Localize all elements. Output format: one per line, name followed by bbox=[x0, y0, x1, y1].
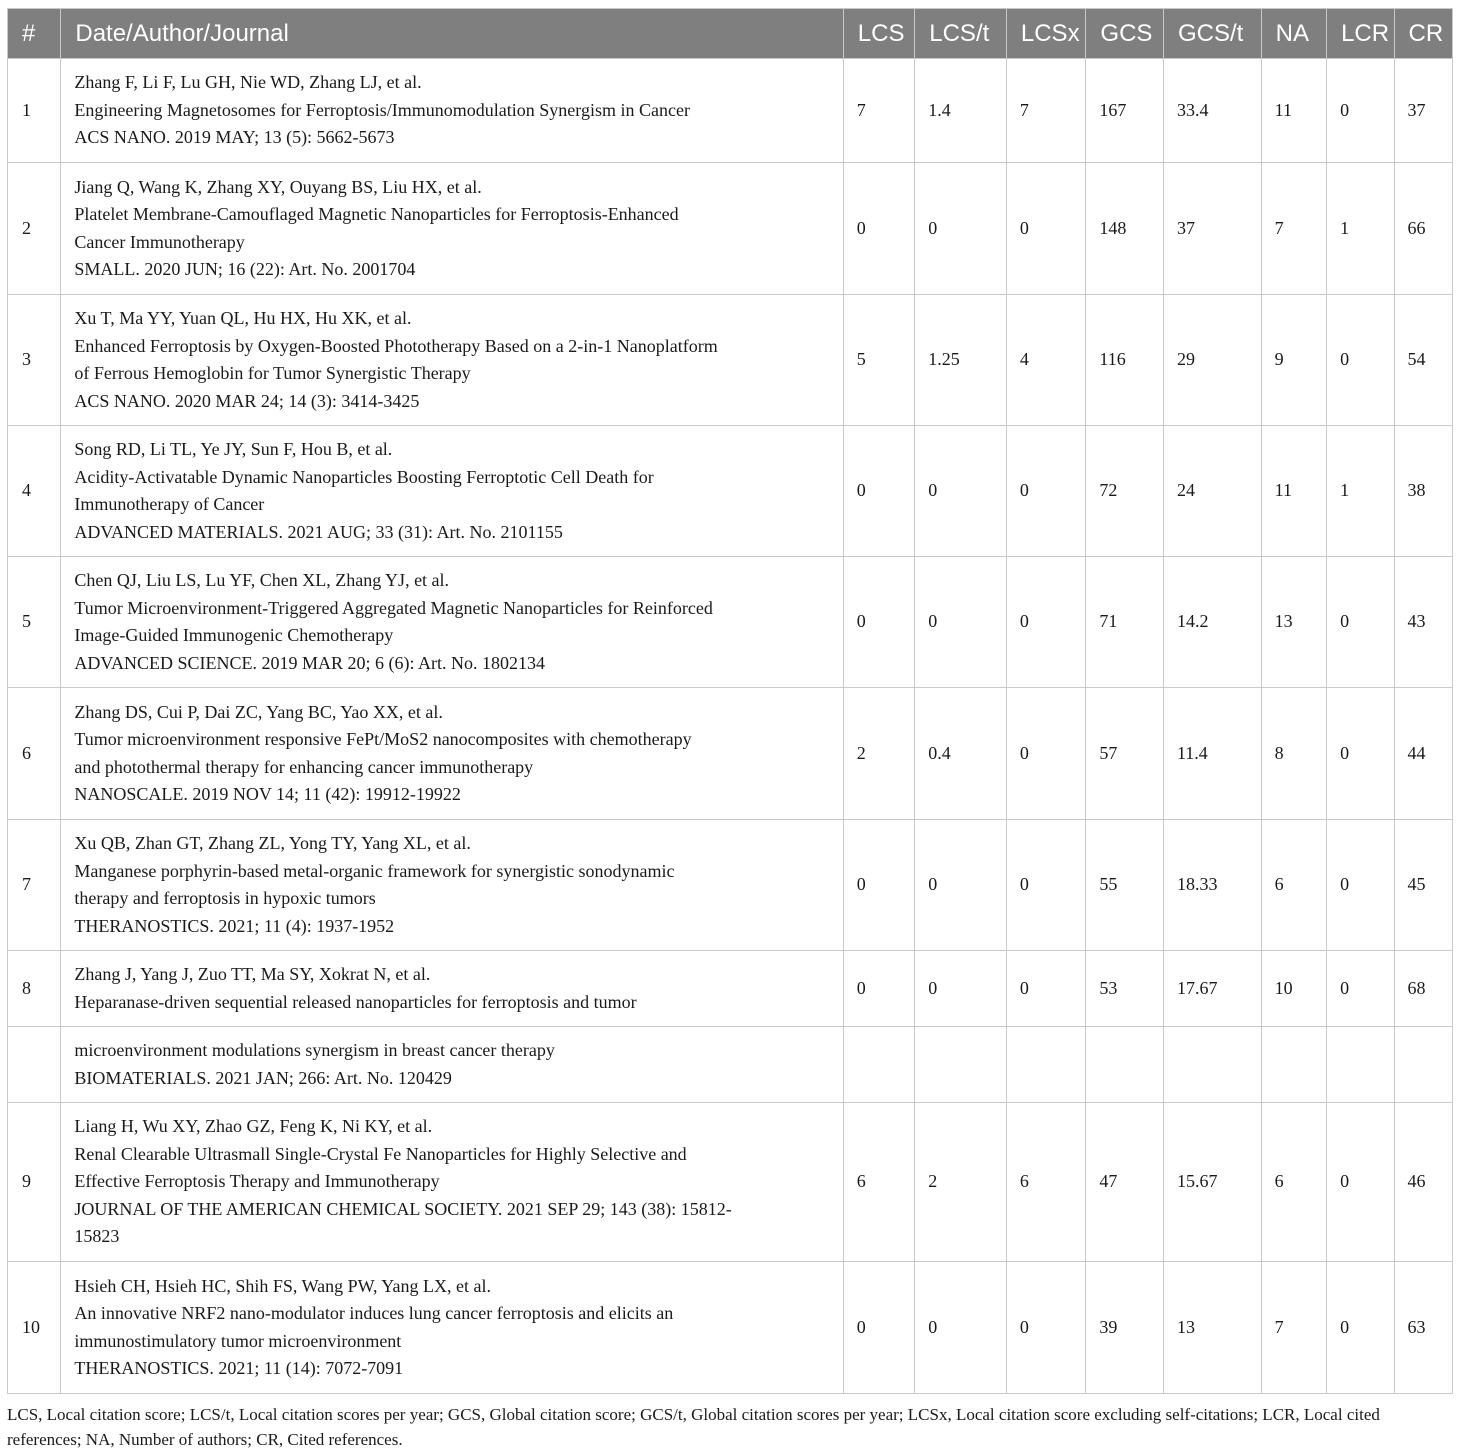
cell-gcs: 39 bbox=[1086, 1262, 1164, 1394]
row-number: 3 bbox=[8, 295, 61, 426]
reference-cell bbox=[61, 820, 843, 951]
cell-cr: 45 bbox=[1394, 820, 1452, 951]
cell-na: 10 bbox=[1261, 951, 1326, 1027]
reference-cell bbox=[61, 426, 843, 557]
table-row bbox=[8, 295, 1453, 426]
row-number: 7 bbox=[8, 820, 61, 951]
reference-line: BIOMATERIALS. 2021 JAN; 266: Art. No. 120429 bbox=[74, 1067, 452, 1088]
row-number: 4 bbox=[8, 426, 61, 557]
cell-lcr: 0 bbox=[1327, 688, 1394, 820]
table-row bbox=[8, 557, 1453, 688]
cell-gcs: 55 bbox=[1086, 820, 1164, 951]
table-row bbox=[8, 426, 1453, 557]
reference-cell bbox=[61, 163, 843, 295]
row-number: 1 bbox=[8, 59, 61, 163]
cell-gcs: 47 bbox=[1086, 1103, 1164, 1262]
reference-line: An innovative NRF2 nano-modulator induces lung cancer ferroptosis and elicits an bbox=[74, 1303, 674, 1323]
cell-cr: 68 bbox=[1394, 951, 1452, 1027]
reference-cell bbox=[61, 1103, 843, 1262]
table-footnote: LCS, Local citation score; LCS/t, Local citation scores per year; GCS, Global citation score; GCS/t, Global citation scores per year; LCSx, Local citation score excluding self-citations; LCR, Local cited references; NA, Number of authors; CR, Cited references. bbox=[7, 1405, 1380, 1449]
reference-cell bbox=[61, 295, 843, 426]
cell-cr: 46 bbox=[1394, 1103, 1452, 1262]
cell-na: 11 bbox=[1261, 59, 1326, 163]
reference-cell bbox=[61, 951, 843, 1027]
cell-lcr: 0 bbox=[1327, 951, 1394, 1027]
cell-lcr bbox=[1327, 1027, 1394, 1103]
reference-line: Jiang Q, Wang K, Zhang XY, Ouyang BS, Liu HX, et al. bbox=[74, 176, 482, 197]
cell-gcs-t: 37 bbox=[1163, 163, 1261, 295]
reference-cell bbox=[61, 1262, 843, 1394]
reference-line: THERANOSTICS. 2021; 11 (14): 7072-7091 bbox=[74, 1358, 404, 1378]
cell-gcs-t: 14.2 bbox=[1163, 557, 1261, 688]
cell-lcsx: 4 bbox=[1006, 295, 1086, 426]
cell-lcs-t: 0 bbox=[915, 557, 1007, 688]
cell-lcr: 0 bbox=[1327, 557, 1394, 688]
cell-cr: 38 bbox=[1394, 426, 1452, 557]
row-number bbox=[8, 1027, 61, 1103]
reference-line: Heparanase-driven sequential released nanoparticles for ferroptosis and tumor bbox=[74, 991, 637, 1012]
row-number: 2 bbox=[8, 163, 61, 295]
row-number: 6 bbox=[8, 688, 61, 820]
reference-line: microenvironment modulations synergism in breast cancer therapy bbox=[74, 1040, 555, 1060]
cell-lcs-t: 0.4 bbox=[915, 688, 1007, 820]
table-row bbox=[8, 688, 1453, 820]
reference-line: Xu T, Ma YY, Yuan QL, Hu HX, Hu XK, et al. bbox=[74, 308, 412, 328]
cell-lcsx bbox=[1006, 1027, 1086, 1103]
cell-lcr: 0 bbox=[1327, 1103, 1394, 1262]
reference-line: Hsieh CH, Hsieh HC, Shih FS, Wang PW, Yang LX, et al. bbox=[74, 1275, 491, 1296]
citation-table-page bbox=[7, 8, 1453, 1452]
cell-na: 11 bbox=[1261, 426, 1326, 557]
reference-line: Immunotherapy of Cancer bbox=[74, 494, 265, 514]
cell-na: 6 bbox=[1261, 1103, 1326, 1262]
col-header-gcs-t: GCS/t bbox=[1163, 9, 1261, 59]
table-row bbox=[8, 59, 1453, 163]
reference-line: THERANOSTICS. 2021; 11 (4): 1937-1952 bbox=[74, 915, 395, 936]
cell-lcs-t: 1.4 bbox=[915, 59, 1007, 163]
reference-line: Cancer Immunotherapy bbox=[74, 231, 245, 252]
cell-gcs-t: 11.4 bbox=[1163, 688, 1261, 820]
reference-line: Zhang F, Li F, Lu GH, Nie WD, Zhang LJ, et al. bbox=[74, 72, 422, 93]
reference-line: Renal Clearable Ultrasmall Single-Crystal Fe Nanoparticles for Highly Selective and bbox=[74, 1143, 687, 1164]
reference-line: therapy and ferroptosis in hypoxic tumors bbox=[74, 888, 376, 908]
citation-table bbox=[7, 8, 1453, 1394]
cell-lcs: 2 bbox=[843, 688, 914, 820]
reference-line: Zhang DS, Cui P, Dai ZC, Yang BC, Yao XX, et al. bbox=[74, 701, 443, 722]
cell-cr bbox=[1394, 1027, 1452, 1103]
col-header-lcs: LCS bbox=[843, 9, 914, 59]
cell-lcs-t: 0 bbox=[915, 426, 1007, 557]
cell-gcs-t: 15.67 bbox=[1163, 1103, 1261, 1262]
col-header-cr: CR bbox=[1394, 9, 1452, 59]
reference-cell bbox=[61, 688, 843, 820]
reference-cell bbox=[61, 1027, 843, 1103]
cell-gcs-t bbox=[1163, 1027, 1261, 1103]
reference-line: Chen QJ, Liu LS, Lu YF, Chen XL, Zhang YJ, et al. bbox=[74, 570, 450, 590]
cell-na: 7 bbox=[1261, 1262, 1326, 1394]
reference-line: Tumor Microenvironment-Triggered Aggregated Magnetic Nanoparticles for Reinforced bbox=[74, 597, 713, 618]
reference-line: of Ferrous Hemoglobin for Tumor Synergistic Therapy bbox=[74, 363, 471, 383]
reference-line: JOURNAL OF THE AMERICAN CHEMICAL SOCIETY. 2021 SEP 29; 143 (38): 15812- bbox=[74, 1198, 732, 1219]
cell-lcs: 7 bbox=[843, 59, 914, 163]
reference-line: 15823 bbox=[74, 1226, 120, 1247]
reference-line: Acidity-Activatable Dynamic Nanoparticles Boosting Ferroptotic Cell Death for bbox=[74, 466, 654, 487]
row-number: 10 bbox=[8, 1262, 61, 1394]
reference-line: Effective Ferroptosis Therapy and Immunotherapy bbox=[74, 1171, 440, 1192]
cell-gcs-t: 24 bbox=[1163, 426, 1261, 557]
cell-lcs-t: 0 bbox=[915, 951, 1007, 1027]
cell-lcs: 0 bbox=[843, 426, 914, 557]
cell-cr: 54 bbox=[1394, 295, 1452, 426]
cell-gcs-t: 13 bbox=[1163, 1262, 1261, 1394]
reference-line: ADVANCED MATERIALS. 2021 AUG; 33 (31): Art. No. 2101155 bbox=[74, 521, 563, 542]
cell-lcs: 0 bbox=[843, 820, 914, 951]
table-row bbox=[8, 820, 1453, 951]
reference-line: Xu QB, Zhan GT, Zhang ZL, Yong TY, Yang XL, et al. bbox=[74, 833, 471, 853]
table-row bbox=[8, 1103, 1453, 1262]
reference-line: immunostimulatory tumor microenvironment bbox=[74, 1330, 402, 1351]
cell-lcs-t: 0 bbox=[915, 820, 1007, 951]
cell-gcs-t: 29 bbox=[1163, 295, 1261, 426]
header-row bbox=[8, 9, 1453, 59]
cell-lcs-t bbox=[915, 1027, 1007, 1103]
cell-na: 13 bbox=[1261, 557, 1326, 688]
col-header-number: # bbox=[8, 9, 61, 59]
cell-na: 7 bbox=[1261, 163, 1326, 295]
cell-lcs: 0 bbox=[843, 557, 914, 688]
cell-lcs: 5 bbox=[843, 295, 914, 426]
cell-gcs: 148 bbox=[1086, 163, 1164, 295]
cell-lcsx: 0 bbox=[1006, 426, 1086, 557]
col-header-reference: Date/Author/Journal bbox=[61, 9, 843, 59]
cell-gcs: 53 bbox=[1086, 951, 1164, 1027]
cell-na: 8 bbox=[1261, 688, 1326, 820]
cell-na bbox=[1261, 1027, 1326, 1103]
cell-gcs: 167 bbox=[1086, 59, 1164, 163]
reference-line: Tumor microenvironment responsive FePt/MoS2 nanocomposites with chemotherapy bbox=[74, 729, 692, 749]
col-header-na: NA bbox=[1261, 9, 1326, 59]
table-row bbox=[8, 1027, 1453, 1103]
reference-line: SMALL. 2020 JUN; 16 (22): Art. No. 2001704 bbox=[74, 259, 416, 279]
cell-lcs-t: 0 bbox=[915, 1262, 1007, 1394]
cell-gcs: 72 bbox=[1086, 426, 1164, 557]
col-header-gcs: GCS bbox=[1086, 9, 1164, 59]
reference-line: Liang H, Wu XY, Zhao GZ, Feng K, Ni KY, et al. bbox=[74, 1116, 433, 1137]
cell-gcs: 57 bbox=[1086, 688, 1164, 820]
cell-na: 9 bbox=[1261, 295, 1326, 426]
cell-lcsx: 6 bbox=[1006, 1103, 1086, 1262]
cell-lcr: 1 bbox=[1327, 163, 1394, 295]
cell-lcs-t: 2 bbox=[915, 1103, 1007, 1262]
table-row bbox=[8, 951, 1453, 1027]
cell-lcr: 0 bbox=[1327, 1262, 1394, 1394]
col-header-lcsx: LCSx bbox=[1006, 9, 1086, 59]
cell-lcs: 0 bbox=[843, 1262, 914, 1394]
table-row bbox=[8, 163, 1453, 295]
cell-na: 6 bbox=[1261, 820, 1326, 951]
cell-lcs-t: 1.25 bbox=[915, 295, 1007, 426]
reference-line: ACS NANO. 2019 MAY; 13 (5): 5662-5673 bbox=[74, 127, 395, 148]
reference-line: ADVANCED SCIENCE. 2019 MAR 20; 6 (6): Art. No. 1802134 bbox=[74, 652, 546, 673]
cell-lcs: 6 bbox=[843, 1103, 914, 1262]
reference-line: Song RD, Li TL, Ye JY, Sun F, Hou B, et al. bbox=[74, 439, 393, 459]
reference-line: Image-Guided Immunogenic Chemotherapy bbox=[74, 625, 394, 645]
cell-cr: 66 bbox=[1394, 163, 1452, 295]
cell-lcs-t: 0 bbox=[915, 163, 1007, 295]
cell-gcs bbox=[1086, 1027, 1164, 1103]
cell-cr: 37 bbox=[1394, 59, 1452, 163]
row-number: 5 bbox=[8, 557, 61, 688]
cell-cr: 43 bbox=[1394, 557, 1452, 688]
cell-lcs: 0 bbox=[843, 951, 914, 1027]
reference-line: Engineering Magnetosomes for Ferroptosis/Immunomodulation Synergism in Cancer bbox=[74, 99, 690, 120]
reference-line: and photothermal therapy for enhancing cancer immunotherapy bbox=[74, 756, 534, 777]
reference-cell bbox=[61, 59, 843, 163]
table-row bbox=[8, 1262, 1453, 1394]
cell-gcs-t: 18.33 bbox=[1163, 820, 1261, 951]
cell-lcs bbox=[843, 1027, 914, 1103]
cell-lcr: 0 bbox=[1327, 820, 1394, 951]
row-number: 8 bbox=[8, 951, 61, 1027]
reference-line: Manganese porphyrin-based metal-organic framework for synergistic sonodynamic bbox=[74, 860, 675, 881]
cell-gcs: 116 bbox=[1086, 295, 1164, 426]
reference-line: Zhang J, Yang J, Zuo TT, Ma SY, Xokrat N, et al. bbox=[74, 964, 431, 984]
cell-cr: 63 bbox=[1394, 1262, 1452, 1394]
reference-line: Platelet Membrane-Camouflaged Magnetic Nanoparticles for Ferroptosis-Enhanced bbox=[74, 204, 679, 224]
cell-lcsx: 0 bbox=[1006, 163, 1086, 295]
cell-lcr: 1 bbox=[1327, 426, 1394, 557]
cell-lcsx: 0 bbox=[1006, 557, 1086, 688]
col-header-lcs-t: LCS/t bbox=[915, 9, 1007, 59]
table-header bbox=[8, 9, 1453, 59]
cell-lcsx: 0 bbox=[1006, 688, 1086, 820]
cell-lcsx: 7 bbox=[1006, 59, 1086, 163]
cell-cr: 44 bbox=[1394, 688, 1452, 820]
cell-gcs-t: 33.4 bbox=[1163, 59, 1261, 163]
cell-lcsx: 0 bbox=[1006, 951, 1086, 1027]
cell-lcsx: 0 bbox=[1006, 1262, 1086, 1394]
table-body bbox=[8, 59, 1453, 1394]
cell-lcr: 0 bbox=[1327, 59, 1394, 163]
cell-lcsx: 0 bbox=[1006, 820, 1086, 951]
cell-gcs: 71 bbox=[1086, 557, 1164, 688]
reference-line: Enhanced Ferroptosis by Oxygen-Boosted Phototherapy Based on a 2-in-1 Nanoplatform bbox=[74, 335, 718, 356]
cell-gcs-t: 17.67 bbox=[1163, 951, 1261, 1027]
cell-lcr: 0 bbox=[1327, 295, 1394, 426]
reference-cell bbox=[61, 557, 843, 688]
cell-lcs: 0 bbox=[843, 163, 914, 295]
col-header-lcr: LCR bbox=[1327, 9, 1394, 59]
row-number: 9 bbox=[8, 1103, 61, 1262]
reference-line: ACS NANO. 2020 MAR 24; 14 (3): 3414-3425 bbox=[74, 390, 420, 411]
reference-line: NANOSCALE. 2019 NOV 14; 11 (42): 19912-19922 bbox=[74, 784, 461, 804]
